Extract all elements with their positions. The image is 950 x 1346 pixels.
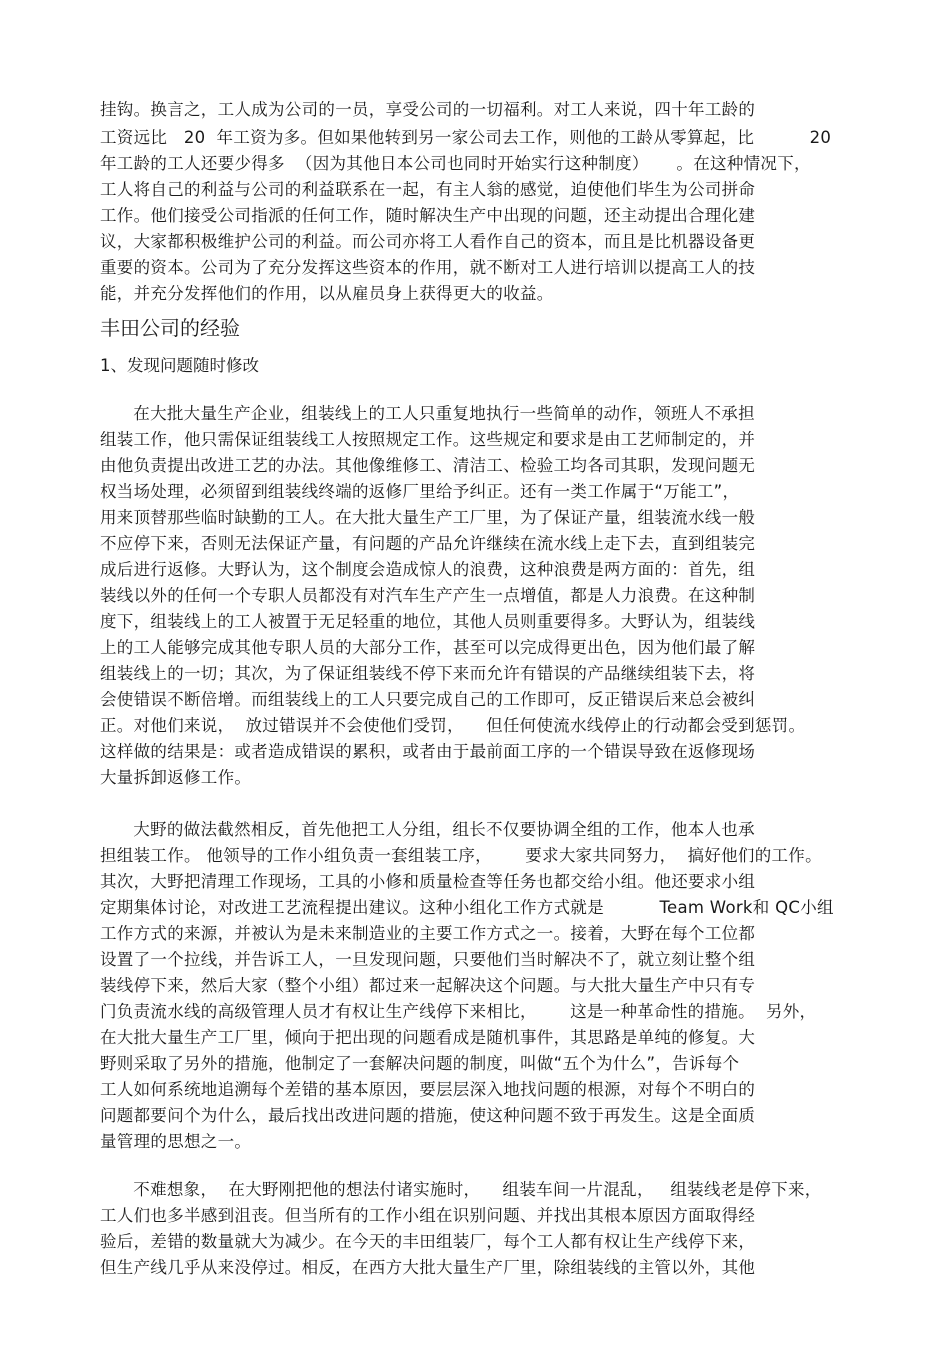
text-line: 上的工人能够完成其他专职人员的大部分工作，甚至可以完成得更出色，因为他们最了解 [100,638,756,657]
text-line: 重要的资本。公司为了充分发挥这些资本的作用，就不断对工人进行培训以提高工人的技 [100,258,756,277]
text-line: 不难想象， 在大野刚把他的想法付诸实施时， 组装车间一片混乱， 组装线老是停下来， [100,1180,822,1199]
section-title: 丰田公司的经验 [100,316,240,340]
text-line: 工作。他们接受公司指派的任何工作，随时解决生产中出现的问题，还主动提出合理化建 [100,206,756,225]
text-line: 但生产线几乎从来没停过。相反，在西方大批大量生产厂里，除组装线的主管以外，其他 [100,1258,756,1277]
text-line: 装线停下来，然后大家（整个小组）都过来一起解决这个问题。与大批大量生产中只有专 [100,976,756,995]
text-line: 担组装工作。 他领导的工作小组负责一套组装工序， 要求大家共同努力， 搞好他们的工作。 [100,846,822,865]
text-line: 工人们也多半感到沮丧。但当所有的工作小组在识别问题、并找出其根本原因方面取得经 [100,1206,756,1225]
text-line: 年工龄的工人还要少得多 （因为其他日本公司也同时开始实行这种制度） 。在这种情况下， [100,154,811,173]
text-line: 门负责流水线的高级管理人员才有权让生产线停下来相比， 这是一种革命性的措施。 另外， [100,1002,817,1021]
text-line: 工人将自己的利益与公司的利益联系在一起，有主人翁的感觉，迫使他们毕生为公司拼命 [100,180,756,199]
text-line: 装线以外的任何一个专职人员都没有对汽车生产产生一点增值，都是人力浪费。在这种制 [100,586,756,605]
text-line: 设置了一个拉线，并告诉工人，一旦发现问题，只要他们当时解决不了，就立刻让整个组 [100,950,756,969]
text-line: 挂钩。换言之，工人成为公司的一员，享受公司的一切福利。对工人来说，四十年工龄的 [100,100,756,119]
text-line: 在大批大量生产企业，组装线上的工人只重复地执行一些简单的动作，领班人不承担 [100,404,755,423]
text-line: 这样做的结果是：或者造成错误的累积，或者由于最前面工序的一个错误导致在返修现场 [100,742,756,761]
text-line: 议，大家都积极维护公司的利益。而公司亦将工人看作自己的资本，而且是比机器设备更 [100,232,756,251]
text-line: 正。对他们来说， 放过错误并不会使他们受罚， 但任何使流水线停止的行动都会受到惩罚。 [100,716,806,735]
text-line: 成后进行返修。大野认为，这个制度会造成惊人的浪费，这种浪费是两方面的：首先，组 [100,560,756,579]
text-line: 野则采取了另外的措施，他制定了一套解决问题的制度，叫做“五个为什么”，告诉每个 [100,1054,740,1073]
text-line: 工作方式的来源，并被认为是未来制造业的主要工作方式之一。接着，大野在每个工位都 [100,924,756,943]
text-line: 权当场处理，必须留到组装线终端的返修厂里给予纠正。还有一类工作属于“万能工”， [100,482,740,501]
text-line: 在大批大量生产工厂里，倾向于把出现的问题看成是随机事件，其思路是单纯的修复。大 [100,1028,756,1047]
text-line: 问题都要问个为什么，最后找出改进问题的措施，使这种问题不致于再发生。这是全面质 [100,1106,756,1125]
text-line: 度下，组装线上的工人被置于无足轻重的地位，其他人员则重要得多。大野认为，组装线 [100,612,756,631]
text-line: 其次，大野把清理工作现场，工具的小修和质量检查等任务也都交给小组。他还要求小组 [100,872,756,891]
text-line: 定期集体讨论，对改进工艺流程提出建议。这种小组化工作方式就是 Team Work和 QC小组 [100,898,834,917]
text-line: 大野的做法截然相反，首先他把工人分组，组长不仅要协调全组的工作，他本人也承 [100,820,755,839]
text-line: 大量拆卸返修工作。 [100,768,252,787]
text-line: 用来顶替那些临时缺勤的工人。在大批大量生产工厂里，为了保证产量，组装流水线一般 [100,508,756,527]
text-line: 组装线上的一切；其次，为了保证组装线不停下来而允许有错误的产品继续组装下去，将 [100,664,756,683]
text-line: 工资远比 20 年工资为多。但如果他转到另一家公司去工作，则他的工龄从零算起，比 20 [100,128,832,147]
text-line: 验后，差错的数量就大为减少。在今天的丰田组装厂，每个工人都有权让生产线停下来， [100,1232,756,1251]
text-line: 由他负责提出改进工艺的办法。其他像维修工、清洁工、检验工均各司其职，发现问题无 [100,456,756,475]
text-line: 工人如何系统地追溯每个差错的基本原因，要层层深入地找问题的根源，对每个不明白的 [100,1080,756,1099]
text-line: 不应停下来，否则无法保证产量，有问题的产品允许继续在流水线上走下去，直到组装完 [100,534,756,553]
text-line: 组装工作，他只需保证组装线工人按照规定工作。这些规定和要求是由工艺师制定的，并 [100,430,756,449]
text-line: 会使错误不断倍增。而组装线上的工人只要完成自己的工作即可，反正错误后来总会被纠 [100,690,756,709]
text-line: 量管理的思想之一。 [100,1132,252,1151]
subsection-title: 1、发现问题随时修改 [100,356,259,375]
text-line: 能，并充分发挥他们的作用，以从雇员身上获得更大的收益。 [100,284,554,303]
